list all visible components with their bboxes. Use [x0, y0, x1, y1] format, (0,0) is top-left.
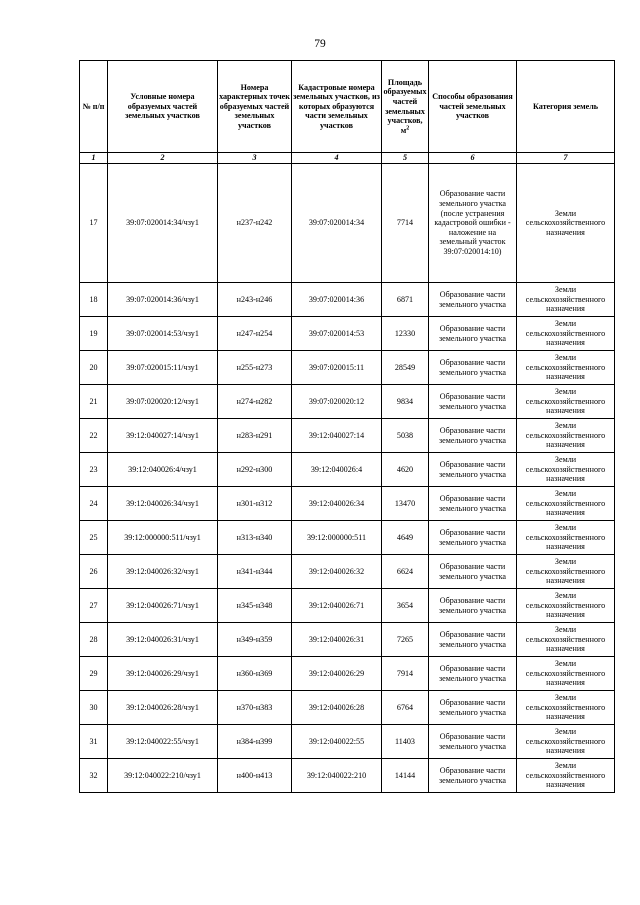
- column-number: 5: [382, 153, 429, 164]
- cell-conditional-number: 39:07:020014:34/чзу1: [108, 164, 218, 283]
- cell-conditional-number: 39:12:040027:14/чзу1: [108, 419, 218, 453]
- land-parts-table: [79, 60, 615, 793]
- cell-area: 12330: [382, 317, 429, 351]
- table-row: [80, 164, 615, 283]
- table-row: [80, 385, 615, 419]
- column-number: 1: [80, 153, 108, 164]
- cell-conditional-number: 39:12:040026:34/чзу1: [108, 487, 218, 521]
- cell-points: н274-н282: [218, 385, 292, 419]
- cell-points: н301-н312: [218, 487, 292, 521]
- cell-conditional-number: 39:12:040026:32/чзу1: [108, 555, 218, 589]
- cell-number: 19: [80, 317, 108, 351]
- header-area-label: Площадь образуемых частей земельных участков, м: [383, 77, 427, 135]
- cell-category: Земли сельскохозяйственного назначения: [517, 385, 615, 419]
- column-number: 4: [292, 153, 382, 164]
- cell-category: Земли сельскохозяйственного назначения: [517, 759, 615, 793]
- cell-area: 7914: [382, 657, 429, 691]
- cell-points: н292-н300: [218, 453, 292, 487]
- header-conditional-numbers: Условные номера образуемых частей земельных участков: [108, 61, 218, 153]
- header-point-numbers: Номера характерных точек образуемых частей земельных участков: [218, 61, 292, 153]
- cell-conditional-number: 39:07:020014:53/чзу1: [108, 317, 218, 351]
- table-row: [80, 555, 615, 589]
- table-row: [80, 759, 615, 793]
- cell-cadastral-number: 39:07:020014:34: [292, 164, 382, 283]
- cell-method: Образование части земельного участка: [429, 283, 517, 317]
- cell-area: 6624: [382, 555, 429, 589]
- cell-number: 29: [80, 657, 108, 691]
- header-cadastral-numbers: Кадастровые номера земельных участков, из которых образуются части земельных участков: [292, 61, 382, 153]
- cell-category: Земли сельскохозяйственного назначения: [517, 487, 615, 521]
- table-row: [80, 589, 615, 623]
- cell-method: Образование части земельного участка: [429, 589, 517, 623]
- cell-method: Образование части земельного участка: [429, 385, 517, 419]
- cell-category: Земли сельскохозяйственного назначения: [517, 453, 615, 487]
- cell-conditional-number: 39:12:040026:31/чзу1: [108, 623, 218, 657]
- cell-cadastral-number: 39:12:040026:4: [292, 453, 382, 487]
- cell-category: Земли сельскохозяйственного назначения: [517, 351, 615, 385]
- cell-points: н360-н369: [218, 657, 292, 691]
- cell-category: Земли сельскохозяйственного назначения: [517, 657, 615, 691]
- cell-method: Образование части земельного участка: [429, 657, 517, 691]
- cell-category: Земли сельскохозяйственного назначения: [517, 419, 615, 453]
- cell-number: 18: [80, 283, 108, 317]
- cell-method: Образование части земельного участка: [429, 725, 517, 759]
- cell-number: 21: [80, 385, 108, 419]
- cell-cadastral-number: 39:12:040026:31: [292, 623, 382, 657]
- column-number: 3: [218, 153, 292, 164]
- cell-area: 5038: [382, 419, 429, 453]
- cell-area: 28549: [382, 351, 429, 385]
- cell-cadastral-number: 39:12:040022:55: [292, 725, 382, 759]
- cell-category: Земли сельскохозяйственного назначения: [517, 521, 615, 555]
- cell-conditional-number: 39:12:000000:511/чзу1: [108, 521, 218, 555]
- column-number: 6: [429, 153, 517, 164]
- table-row: [80, 317, 615, 351]
- cell-method: Образование части земельного участка: [429, 759, 517, 793]
- table-row: [80, 283, 615, 317]
- cell-number: 22: [80, 419, 108, 453]
- cell-conditional-number: 39:07:020015:11/чзу1: [108, 351, 218, 385]
- cell-method: Образование части земельного участка: [429, 623, 517, 657]
- cell-points: н313-н340: [218, 521, 292, 555]
- cell-conditional-number: 39:12:040026:29/чзу1: [108, 657, 218, 691]
- cell-conditional-number: 39:12:040022:210/чзу1: [108, 759, 218, 793]
- cell-cadastral-number: 39:07:020020:12: [292, 385, 382, 419]
- cell-number: 31: [80, 725, 108, 759]
- cell-points: н255-н273: [218, 351, 292, 385]
- table-row: [80, 453, 615, 487]
- table-row: [80, 657, 615, 691]
- cell-number: 30: [80, 691, 108, 725]
- cell-conditional-number: 39:07:020014:36/чзу1: [108, 283, 218, 317]
- cell-category: Земли сельскохозяйственного назначения: [517, 555, 615, 589]
- table-row: [80, 419, 615, 453]
- cell-category: Земли сельскохозяйственного назначения: [517, 317, 615, 351]
- cell-cadastral-number: 39:12:040026:34: [292, 487, 382, 521]
- column-numbers-row: [80, 153, 615, 164]
- cell-conditional-number: 39:07:020020:12/чзу1: [108, 385, 218, 419]
- cell-area: 4620: [382, 453, 429, 487]
- cell-cadastral-number: 39:12:000000:511: [292, 521, 382, 555]
- cell-area: 4649: [382, 521, 429, 555]
- cell-points: н370-н383: [218, 691, 292, 725]
- cell-cadastral-number: 39:12:040026:32: [292, 555, 382, 589]
- cell-area: 7714: [382, 164, 429, 283]
- cell-number: 23: [80, 453, 108, 487]
- cell-method: Образование части земельного участка: [429, 555, 517, 589]
- cell-method: Образование части земельного участка: [429, 317, 517, 351]
- cell-points: н400-н413: [218, 759, 292, 793]
- cell-conditional-number: 39:12:040026:28/чзу1: [108, 691, 218, 725]
- cell-cadastral-number: 39:12:040026:28: [292, 691, 382, 725]
- cell-number: 32: [80, 759, 108, 793]
- table-row: [80, 623, 615, 657]
- header-area: [382, 61, 429, 153]
- column-number: 7: [517, 153, 615, 164]
- cell-method: Образование части земельного участка: [429, 419, 517, 453]
- header-area-unit-sup: 2: [406, 125, 410, 131]
- cell-points: н349-н359: [218, 623, 292, 657]
- cell-cadastral-number: 39:12:040022:210: [292, 759, 382, 793]
- cell-category: Земли сельскохозяйственного назначения: [517, 691, 615, 725]
- cell-number: 26: [80, 555, 108, 589]
- cell-conditional-number: 39:12:040026:71/чзу1: [108, 589, 218, 623]
- cell-category: Земли сельскохозяйственного назначения: [517, 725, 615, 759]
- table-row: [80, 725, 615, 759]
- cell-cadastral-number: 39:12:040027:14: [292, 419, 382, 453]
- cell-category: Земли сельскохозяйственного назначения: [517, 164, 615, 283]
- table-body: [80, 164, 615, 793]
- cell-area: 7265: [382, 623, 429, 657]
- cell-method: Образование части земельного участка: [429, 521, 517, 555]
- cell-area: 3654: [382, 589, 429, 623]
- cell-method: Образование части земельного участка: [429, 691, 517, 725]
- table-row: [80, 521, 615, 555]
- cell-cadastral-number: 39:07:020014:36: [292, 283, 382, 317]
- cell-area: 9834: [382, 385, 429, 419]
- cell-points: н345-н348: [218, 589, 292, 623]
- cell-category: Земли сельскохозяйственного назначения: [517, 623, 615, 657]
- cell-cadastral-number: 39:07:020015:11: [292, 351, 382, 385]
- cell-points: н247-н254: [218, 317, 292, 351]
- header-number: № п/п: [80, 61, 108, 153]
- cell-area: 6871: [382, 283, 429, 317]
- table-row: [80, 691, 615, 725]
- cell-number: 17: [80, 164, 108, 283]
- cell-number: 28: [80, 623, 108, 657]
- header-formation-method: Способы образования частей земельных участков: [429, 61, 517, 153]
- cell-points: н283-н291: [218, 419, 292, 453]
- cell-number: 24: [80, 487, 108, 521]
- cell-points: н384-н399: [218, 725, 292, 759]
- cell-number: 20: [80, 351, 108, 385]
- cell-conditional-number: 39:12:040022:55/чзу1: [108, 725, 218, 759]
- cell-category: Земли сельскохозяйственного назначения: [517, 283, 615, 317]
- cell-cadastral-number: 39:12:040026:29: [292, 657, 382, 691]
- page-number: 79: [314, 38, 326, 50]
- cell-points: н243-н246: [218, 283, 292, 317]
- cell-points: н341-н344: [218, 555, 292, 589]
- cell-conditional-number: 39:12:040026:4/чзу1: [108, 453, 218, 487]
- cell-method: Образование части земельного участка: [429, 351, 517, 385]
- cell-area: 11403: [382, 725, 429, 759]
- table-row: [80, 487, 615, 521]
- cell-method: Образование части земельного участка: [429, 453, 517, 487]
- cell-area: 13470: [382, 487, 429, 521]
- cell-number: 27: [80, 589, 108, 623]
- cell-points: н237-н242: [218, 164, 292, 283]
- cell-area: 14144: [382, 759, 429, 793]
- header-land-category: Категория земель: [517, 61, 615, 153]
- cell-method: Образование части земельного участка (после устранения кадастровой ошибки - наложение на земельный участок 39:07:020014:10): [429, 164, 517, 283]
- cell-cadastral-number: 39:07:020014:53: [292, 317, 382, 351]
- cell-category: Земли сельскохозяйственного назначения: [517, 589, 615, 623]
- column-number: 2: [108, 153, 218, 164]
- cell-number: 25: [80, 521, 108, 555]
- table-row: [80, 351, 615, 385]
- cell-cadastral-number: 39:12:040026:71: [292, 589, 382, 623]
- cell-method: Образование части земельного участка: [429, 487, 517, 521]
- cell-area: 6764: [382, 691, 429, 725]
